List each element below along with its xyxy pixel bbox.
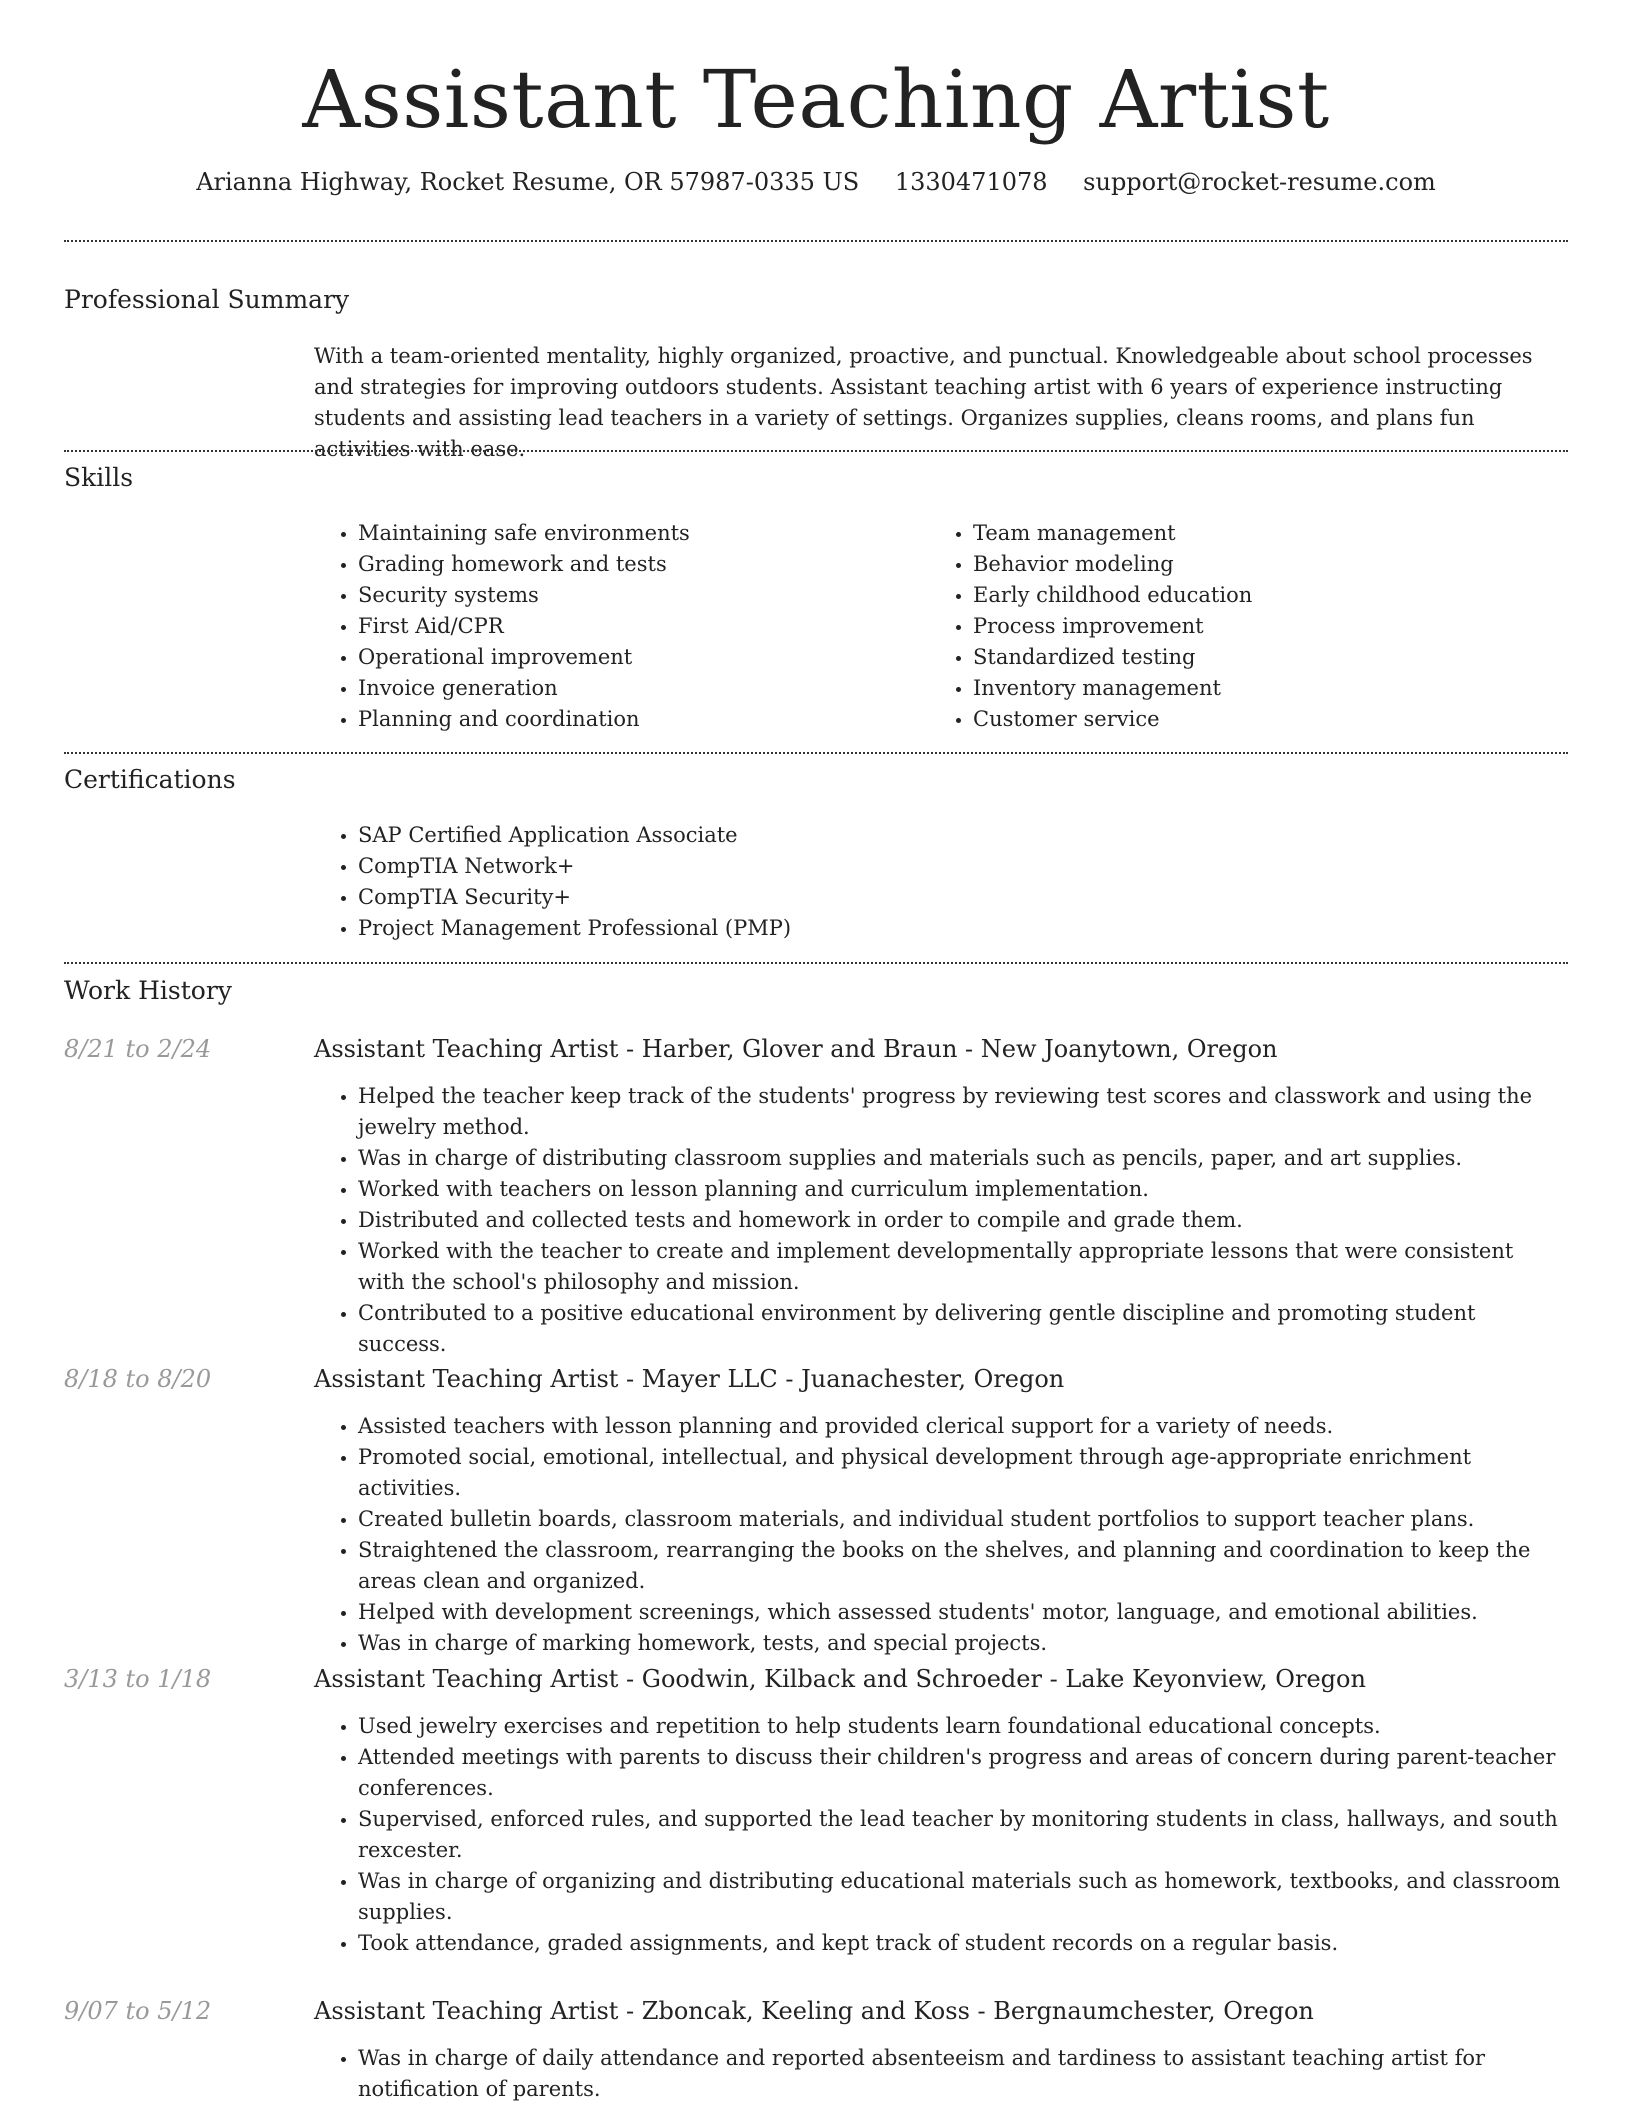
job-title: Assistant Teaching Artist - Mayer LLC - Juanachester, Oregon xyxy=(314,1365,1065,1393)
certifications-section xyxy=(64,764,1568,796)
list-item: • Assisted teachers with lesson planning and provided clerical support for a variety of needs. xyxy=(358,1411,1564,1442)
list-item: • Contributed to a positive educational environment by delivering gentle discipline and promoting student success. xyxy=(358,1298,1564,1360)
list-item: • Invoice generation xyxy=(358,673,929,704)
list-item: • Operational improvement xyxy=(358,642,929,673)
list-item: • Took attendance, graded assignments, and kept track of student records on a regular basis. xyxy=(358,1928,1564,1959)
work-history-section xyxy=(64,975,1568,1007)
section-title-certifications: Certifications xyxy=(64,765,236,794)
page-title: Assistant Teaching Artist xyxy=(302,53,1330,146)
resume-header xyxy=(0,0,1632,198)
list-item: • Was in charge of distributing classroom supplies and materials such as pencils, paper, and art supplies. xyxy=(358,1143,1564,1174)
contact-line xyxy=(0,166,1632,198)
job-bullets xyxy=(314,1411,1564,1659)
section-title-summary: Professional Summary xyxy=(64,285,350,314)
list-item: • Promoted social, emotional, intellectual, and physical development through age-appropriate enrichment activities. xyxy=(358,1442,1564,1504)
job-dates: 9/07 to 5/12 xyxy=(64,1997,212,2025)
list-item: • Standardized testing xyxy=(973,642,1544,673)
list-item: • Attended meetings with parents to discuss their children's progress and areas of concern during parent-teacher conferences. xyxy=(358,1742,1564,1804)
list-item: • Straightened the classroom, rearranging the books on the shelves, and planning and coordination to keep the areas clean and organized. xyxy=(358,1535,1564,1597)
list-item: • Early childhood education xyxy=(973,580,1544,611)
list-item: • Was in charge of daily attendance and reported absenteeism and tardiness to assistant teaching artist for notification of parents. xyxy=(358,2043,1564,2105)
phone-text: 1330471078 xyxy=(894,168,1048,196)
list-item: • Behavior modeling xyxy=(973,549,1544,580)
list-item: • Created bulletin boards, classroom materials, and individual student portfolios to support teacher plans. xyxy=(358,1504,1564,1535)
address-text: Arianna Highway, Rocket Resume, OR 57987-0335 US xyxy=(196,168,860,196)
list-item: • First Aid/CPR xyxy=(358,611,929,642)
list-item: • Helped the teacher keep track of the students' progress by reviewing test scores and classwork and using the jewelry method. xyxy=(358,1081,1564,1143)
list-item: • Inventory management xyxy=(973,673,1544,704)
certifications-list xyxy=(314,820,1554,944)
list-item: • Process improvement xyxy=(973,611,1544,642)
list-item: • CompTIA Security+ xyxy=(358,882,1554,913)
list-item: • Grading homework and tests xyxy=(358,549,929,580)
skills-column-right xyxy=(929,518,1544,735)
section-title-work-history: Work History xyxy=(64,976,232,1005)
list-item: • Project Management Professional (PMP) xyxy=(358,913,1554,944)
list-item: • Worked with teachers on lesson planning and curriculum implementation. xyxy=(358,1174,1564,1205)
skills-list xyxy=(314,518,1554,735)
section-title-skills: Skills xyxy=(64,463,134,492)
divider xyxy=(64,962,1568,964)
job-title: Assistant Teaching Artist - Harber, Glover and Braun - New Joanytown, Oregon xyxy=(314,1035,1278,1063)
job-bullets xyxy=(314,2043,1564,2105)
skills-section xyxy=(64,462,1568,494)
job-bullets xyxy=(314,1711,1564,1959)
job-title: Assistant Teaching Artist - Zboncak, Keeling and Koss - Bergnaumchester, Oregon xyxy=(314,1997,1314,2025)
job-dates: 3/13 to 1/18 xyxy=(64,1665,212,1693)
list-item: • SAP Certified Application Associate xyxy=(358,820,1554,851)
list-item: • Security systems xyxy=(358,580,929,611)
list-item: • Was in charge of marking homework, tests, and special projects. xyxy=(358,1628,1564,1659)
list-item: • Helped with development screenings, which assessed students' motor, language, and emotional abilities. xyxy=(358,1597,1564,1628)
list-item: • Used jewelry exercises and repetition to help students learn foundational educational concepts. xyxy=(358,1711,1564,1742)
list-item: • CompTIA Network+ xyxy=(358,851,1554,882)
list-item: • Team management xyxy=(973,518,1544,549)
email-text: support@rocket-resume.com xyxy=(1083,168,1436,196)
summary-section xyxy=(64,284,1568,316)
list-item: • Distributed and collected tests and homework in order to compile and grade them. xyxy=(358,1205,1564,1236)
skills-column-left xyxy=(314,518,929,735)
summary-text: With a team-oriented mentality, highly organized, proactive, and punctual. Knowledgeable about school processes and strategies for improving outdoors students. Assistant teaching artist with 6 years of experience instructing students and assisting lead teachers in a variety of settings. Organizes supplies, cleans rooms, and plans fun activities with ease. xyxy=(314,344,1533,461)
job-dates: 8/18 to 8/20 xyxy=(64,1365,212,1393)
list-item: • Supervised, enforced rules, and supported the lead teacher by monitoring students in class, hallways, and south rexcester. xyxy=(358,1804,1564,1866)
divider xyxy=(64,752,1568,754)
job-bullets xyxy=(314,1081,1564,1360)
job-title: Assistant Teaching Artist - Goodwin, Kilback and Schroeder - Lake Keyonview, Oregon xyxy=(314,1665,1366,1693)
list-item: • Was in charge of organizing and distributing educational materials such as homework, textbooks, and classroom supplies. xyxy=(358,1866,1564,1928)
list-item: • Maintaining safe environments xyxy=(358,518,929,549)
list-item: • Planning and coordination xyxy=(358,704,929,735)
divider xyxy=(64,450,1568,452)
divider xyxy=(64,240,1568,242)
job-dates: 8/21 to 2/24 xyxy=(64,1035,212,1063)
list-item: • Worked with the teacher to create and implement developmentally appropriate lessons that were consistent with the school's philosophy and mission. xyxy=(358,1236,1564,1298)
list-item: • Customer service xyxy=(973,704,1544,735)
